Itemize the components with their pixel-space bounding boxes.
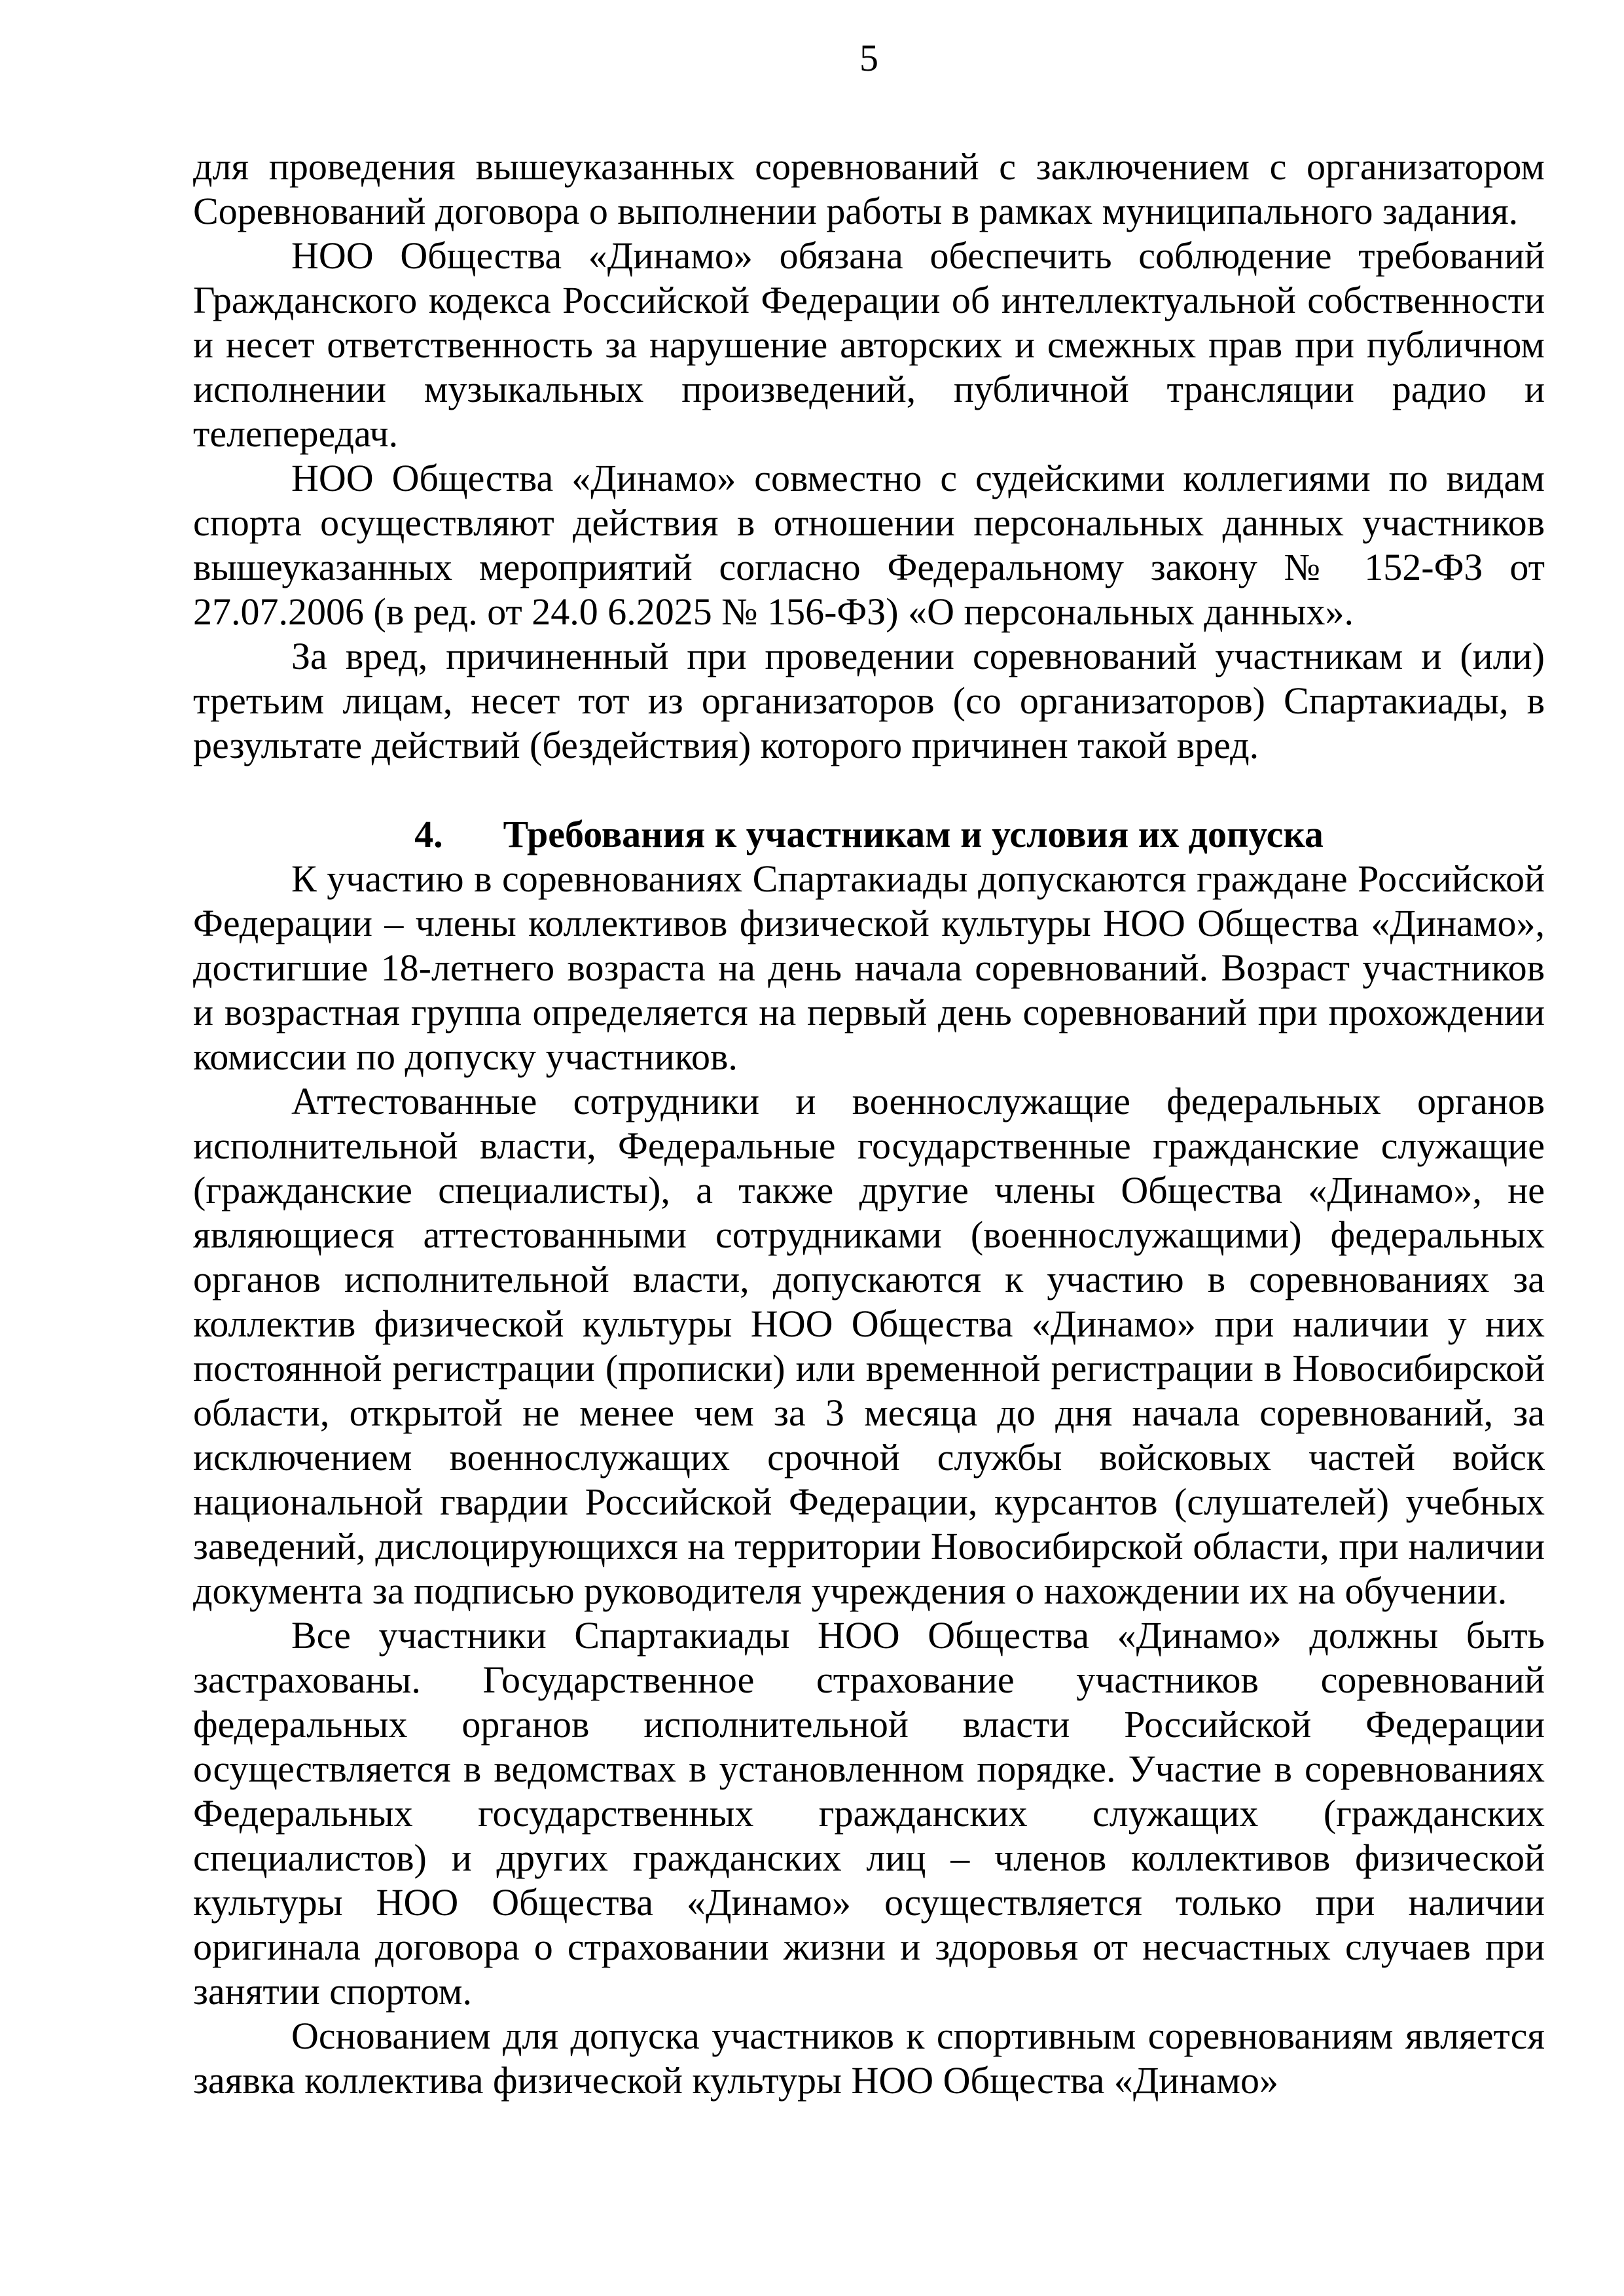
paragraph-participation-age: К участию в соревнованиях Спартакиады допускаются граждане Российской Федерации – члены коллективов физической культуры НОО Общества «Динамо», достигшие 18-летнего возраста на день начала соревнований. Возраст участников и возрастная группа определяется на первый день соревнований при прохождении комиссии по допуску участников. xyxy=(193,857,1545,1078)
section-heading-number: 4. xyxy=(414,813,443,855)
document-body xyxy=(193,145,1545,2103)
paragraph-registration-requirements: Аттестованные сотрудники и военнослужащие федеральных органов исполнительной власти, Федеральные государственные гражданские служащие (гражданские специалисты), а также другие члены Общества «Динамо», не являющиеся аттестованными сотрудниками (военнослужащими) федеральных органов исполнительной власти, допускаются к участию в соревнованиях за коллектив физической культуры НОО Общества «Динамо» при наличии у них постоянной регистрации (прописки) или временной регистрации в Новосибирской области, открытой не менее чем за 3 месяца до дня начала соревнований, за исключением военнослужащих срочной службы войсковых частей войск национальной гвардии Российской Федерации, курсантов (слушателей) учебных заведений, дислоцирующихся на территории Новосибирской области, при наличии документа за подписью руководителя учреждения о нахождении их на обучении. xyxy=(193,1080,1545,1612)
paragraph-municipal-task: для проведения вышеуказанных соревнований с заключением с организатором Соревнований договора о выполнении работы в рамках муниципального задания. xyxy=(193,145,1545,232)
section-heading-title: Требования к участникам и условия их допуска xyxy=(503,813,1324,855)
page-number: 5 xyxy=(859,37,878,79)
section-heading xyxy=(193,812,1545,857)
paragraph-intellectual-property: НОО Общества «Динамо» обязана обеспечить соблюдение требований Гражданского кодекса Российской Федерации об интеллектуальной собственности и несет ответственность за нарушение авторских и смежных прав при публичном исполнении музыкальных произведений, публичной трансляции радио и телепередач. xyxy=(193,234,1545,455)
paragraph-admission-basis: Основанием для допуска участников к спортивным соревнованиям является заявка коллектива физической культуры НОО Общества «Динамо» xyxy=(193,2015,1545,2102)
paragraph-liability: За вред, причиненный при проведении соревнований участникам и (или) третьим лицам, несет тот из организаторов (со организаторов) Спартакиады, в результате действий (бездействия) которого причинен такой вред. xyxy=(193,635,1545,766)
paragraph-insurance: Все участники Спартакиады НОО Общества «Динамо» должны быть застрахованы. Государственное страхование участников соревнований федеральных органов исполнительной власти Российской Федерации осуществляется в ведомствах в установленном порядке. Участие в соревнованиях Федеральных государственных гражданских служащих (гражданских специалистов) и других гражданских лиц – членов коллективов физической культуры НОО Общества «Динамо» осуществляется только при наличии оригинала договора о страховании жизни и здоровья от несчастных случаев при занятии спортом. xyxy=(193,1614,1545,2013)
paragraph-personal-data: НОО Общества «Динамо» совместно с судейскими коллегиями по видам спорта осуществляют действия в отношении персональных данных участников вышеуказанных мероприятий согласно Федеральному закону № 152-ФЗ от 27.07.2006 (в ред. от 24.0 6.2025 № 156-ФЗ) «О персональных данных». xyxy=(193,457,1545,633)
